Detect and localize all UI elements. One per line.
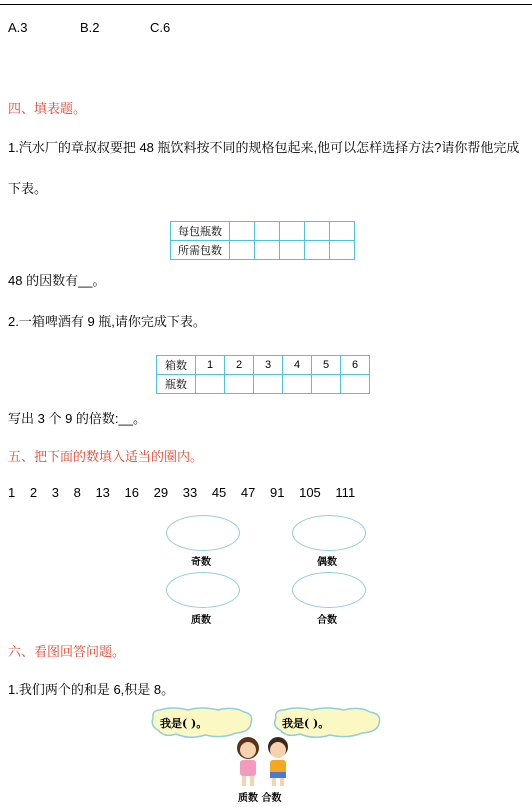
table-cell[interactable]	[254, 375, 283, 394]
table-row	[157, 356, 370, 375]
table-cell[interactable]	[225, 375, 254, 394]
table-cell[interactable]	[280, 222, 305, 241]
q2-col-header: 1	[196, 356, 225, 375]
table-cell[interactable]	[230, 222, 255, 241]
odd-circle[interactable]	[166, 515, 240, 551]
number-item[interactable]: 45	[211, 485, 227, 500]
number-item[interactable]: 111	[335, 485, 356, 500]
prime-circle-label: 质数	[191, 615, 211, 626]
q1-factors-line: 48 的因数有__。	[8, 273, 106, 288]
table-cell[interactable]	[255, 222, 280, 241]
q2-header-label: 箱数	[157, 356, 196, 375]
number-item[interactable]: 13	[95, 485, 110, 500]
section6-q1-text: 1.我们两个的和是 6,积是 8。	[8, 682, 175, 697]
section6-title: 六、看图回答问题。	[8, 644, 126, 659]
number-item[interactable]: 1	[8, 485, 16, 500]
bubble-right-text: 我是( )。	[282, 717, 330, 730]
composite-circle[interactable]	[292, 572, 366, 608]
even-circle[interactable]	[292, 515, 366, 551]
q2-col-header: 6	[341, 356, 370, 375]
q2-text: 2.一箱啤酒有 9 瓶,请你完成下表。	[8, 314, 206, 329]
composite-circle-label: 合数	[317, 615, 337, 626]
section5-title: 五、把下面的数填入适当的圈内。	[8, 449, 204, 464]
option-b: B.2	[80, 20, 100, 35]
q2-table	[156, 355, 370, 394]
prime-circle[interactable]	[166, 572, 240, 608]
table-cell[interactable]	[283, 375, 312, 394]
table-cell[interactable]	[230, 241, 255, 260]
q2-multiples-line: 写出 3 个 9 的倍数:__。	[8, 411, 146, 426]
even-circle-label: 偶数	[317, 557, 337, 568]
section4-title: 四、填表题。	[8, 101, 87, 116]
table-row	[171, 241, 355, 260]
q2-row-label: 瓶数	[157, 375, 196, 394]
table-cell[interactable]	[312, 375, 341, 394]
q2-col-header: 4	[283, 356, 312, 375]
number-item[interactable]: 2	[29, 485, 38, 500]
bubble-left-text: 我是( )。	[160, 717, 208, 730]
number-item[interactable]: 33	[182, 485, 198, 500]
q1-row-label: 所需包数	[171, 241, 230, 260]
q2-col-header: 3	[254, 356, 283, 375]
number-item[interactable]: 47	[240, 485, 256, 500]
number-item[interactable]: 16	[124, 485, 139, 500]
table-cell[interactable]	[330, 222, 355, 241]
q1-text-line2: 下表。	[8, 181, 48, 196]
two-children-icon	[228, 734, 300, 788]
number-item[interactable]: 3	[51, 485, 59, 500]
q1-table	[170, 221, 355, 260]
table-row	[171, 222, 355, 241]
table-cell[interactable]	[341, 375, 370, 394]
odd-circle-label: 奇数	[191, 557, 211, 568]
table-cell[interactable]	[330, 241, 355, 260]
table-cell[interactable]	[280, 241, 305, 260]
q1-text-line1: 1.汽水厂的章叔叔要把 48 瓶饮料按不同的规格包起来,他可以怎样选择方法?请你帮他完成	[8, 140, 520, 155]
table-cell[interactable]	[305, 241, 330, 260]
number-item[interactable]: 8	[73, 485, 81, 500]
table-cell[interactable]	[196, 375, 225, 394]
option-a: A.3	[8, 20, 28, 35]
q2-col-header: 5	[312, 356, 341, 375]
option-c: C.6	[150, 20, 171, 35]
number-list	[8, 485, 366, 500]
q1-row-label: 每包瓶数	[171, 222, 230, 241]
children-caption: 质数 合数	[238, 793, 282, 804]
table-cell[interactable]	[255, 241, 280, 260]
number-item[interactable]: 105	[299, 485, 321, 500]
q2-col-header: 2	[225, 356, 254, 375]
table-cell[interactable]	[305, 222, 330, 241]
top-rule	[0, 4, 532, 5]
table-row	[157, 375, 370, 394]
number-item[interactable]: 29	[153, 485, 169, 500]
number-item[interactable]: 91	[270, 485, 285, 500]
